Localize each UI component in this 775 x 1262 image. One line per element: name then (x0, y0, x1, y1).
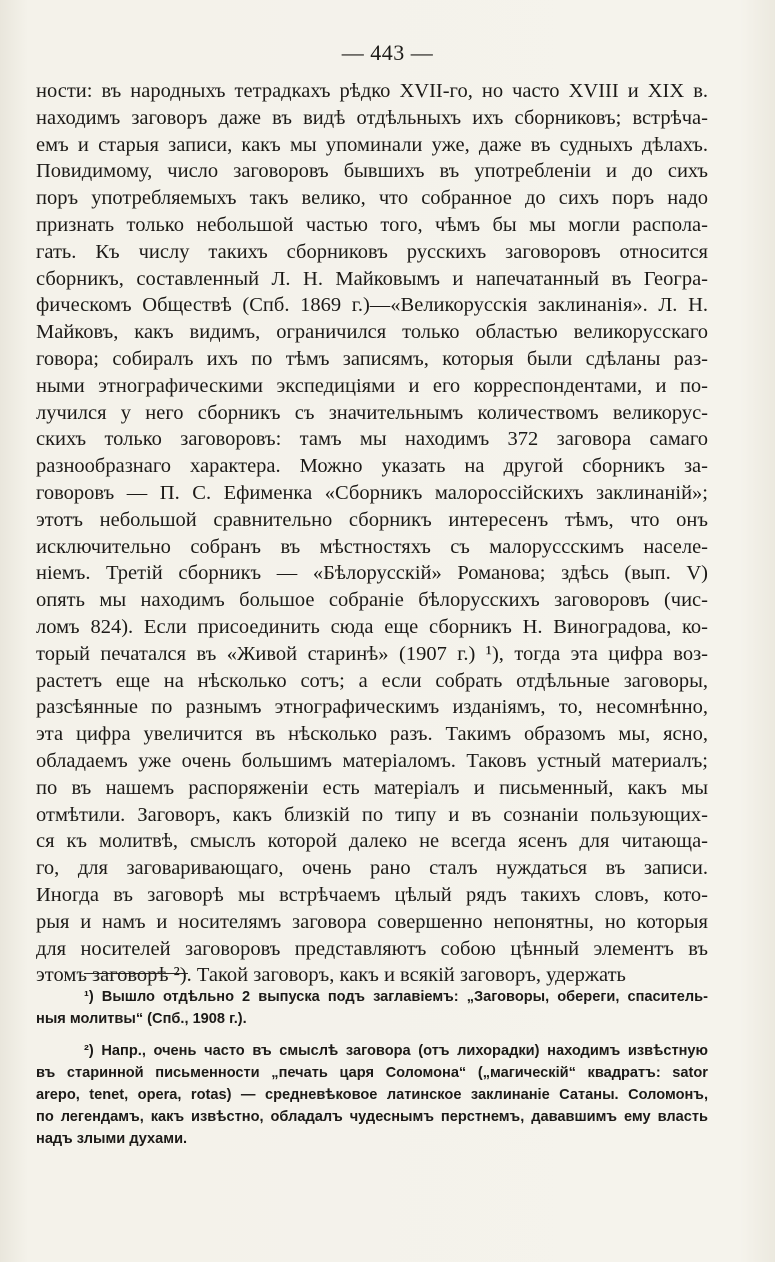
footnote-line: ²) Напр., очень часто въ смыслѣ заговора (отъ лихорадки) находимъ извѣстную (84, 1043, 708, 1059)
text-line: ломъ 824). Если присоединить сюда еще сборникъ Н. Виноградова, ко- (36, 615, 708, 638)
footnote-2 (36, 1040, 708, 1150)
footnote-line: ¹) Вышло отдѣльно 2 выпуска подъ заглавіемъ: „Заговоры, обереги, спаситель- (84, 989, 708, 1005)
footnote-line: въ старинной письменности „печать царя Соломона“ („магическій“ квадратъ: sator (36, 1065, 708, 1081)
footnotes (36, 986, 708, 1160)
text-line: гать. Къ числу такихъ сборниковъ русскихъ заговоровъ относится (36, 240, 708, 263)
page-number: — 443 — (341, 40, 434, 65)
footnote-line: arepo, tenet, opera, rotas) — средневѣковое латинское заклинаніе Сатаны. Соломонъ, (36, 1087, 708, 1103)
footnote-line: надъ злыми духами. (36, 1131, 188, 1147)
text-line: скихъ только заговоровъ: тамъ мы находимъ 372 заговора самаго (36, 428, 708, 451)
text-line: исключительно собранъ въ мѣстностяхъ съ малоруссскимъ населе- (36, 535, 708, 558)
text-line: разнообразнаго характера. Можно указать на другой сборникъ за- (36, 455, 708, 478)
text-line: этомъ заговорѣ ²). Такой заговоръ, какъ и всякій заговоръ, удержать (36, 964, 626, 987)
footnote-line: ныя молитвы“ (Спб., 1908 г.). (36, 1011, 247, 1027)
text-line: Иногда въ заговорѣ мы встрѣчаемъ цѣлый рядъ такихъ словъ, кото- (36, 883, 708, 906)
text-line: по въ нашемъ распоряженіи есть матеріалъ и письменный, какъ мы (36, 776, 708, 799)
text-line: фическомъ Обществѣ (Спб. 1869 г.)—«Великорусскія заклинанія». Л. Н. (36, 294, 708, 317)
text-line: рыя и намъ и носителямъ заговора совершенно непонятны, но которыя (36, 910, 708, 933)
text-line: ся къ молитвѣ, смыслъ которой далеко не всегда ясенъ для читающа- (36, 830, 708, 853)
text-line: для носителей заговоровъ представляютъ собою цѣнный элементъ въ (36, 937, 708, 960)
text-line: емъ и старыя записи, какъ мы упоминали уже, даже въ судныхъ дѣлахъ. (36, 133, 708, 156)
text-line: говора; собиралъ ихъ по тѣмъ записямъ, которыя были сдѣланы раз- (36, 347, 708, 370)
text-line: ніемъ. Третій сборникъ — «Бѣлорусскій» Романова; здѣсь (вып. V) (36, 562, 708, 585)
text-line: опять мы находимъ большое собраніе бѣлорусскихъ заговоровъ (чис- (36, 589, 708, 612)
footnote-line: по легендамъ, какъ извѣстно, обладалъ чудеснымъ перстнемъ, дававшимъ ему власть (36, 1109, 708, 1125)
footnote-1 (36, 986, 708, 1030)
text-line: признать только небольшой частью того, чѣмъ бы мы могли распола- (36, 213, 708, 236)
text-line: го, для заговаривающаго, очень рано сталъ нуждаться въ записи. (36, 857, 708, 880)
footnote-divider (84, 973, 188, 974)
text-line: говоровъ — П. С. Ефименка «Сборникъ малороссійскихъ заклинаній»; (36, 481, 708, 504)
text-line: находимъ заговоръ даже въ видѣ отдѣльныхъ ихъ сборниковъ; встрѣча- (36, 106, 708, 129)
text-line: растетъ еще на нѣсколько сотъ; а если собрать отдѣльные заговоры, (36, 669, 708, 692)
text-line: Повидимому, число заговоровъ бывшихъ въ употребленіи и до сихъ (36, 160, 708, 183)
text-line: ности: въ народныхъ тетрадкахъ рѣдко XVII-го, но часто XVIII и XIX в. (36, 80, 708, 102)
text-line: эта цифра увеличится въ нѣсколько разъ. Такимъ образомъ мы, ясно, (36, 723, 708, 746)
text-line: лучился у него сборникъ съ значительнымъ количествомъ великорус- (36, 401, 708, 424)
text-line: сборникъ, составленный Л. Н. Майковымъ и напечатанный въ Геогра- (36, 267, 708, 290)
text-line: поръ употребляемыхъ такъ велико, что собранное до сихъ поръ надо (36, 187, 708, 210)
text-line: ными этнографическими экспедиціями и его корреспондентами, и по- (36, 374, 708, 397)
text-line: отмѣтили. Заговоръ, какъ близкій по типу и въ сознаніи пользующих- (36, 803, 708, 826)
text-line: этотъ небольшой сравнительно сборникъ интересенъ тѣмъ, что онъ (36, 508, 708, 531)
text-line: торый печатался въ «Живой старинѣ» (1907 г.) ¹), тогда эта цифра воз- (36, 642, 708, 665)
main-text (36, 78, 708, 989)
text-line: обладаемъ уже очень большимъ матеріаломъ. Таковъ устный материалъ; (36, 749, 708, 772)
text-line: разсѣянные по разнымъ этнографическимъ изданіямъ, то, несомнѣнно, (36, 696, 708, 719)
text-line: Майковъ, какъ видимъ, ограничился только областью великорусскаго (36, 321, 708, 344)
